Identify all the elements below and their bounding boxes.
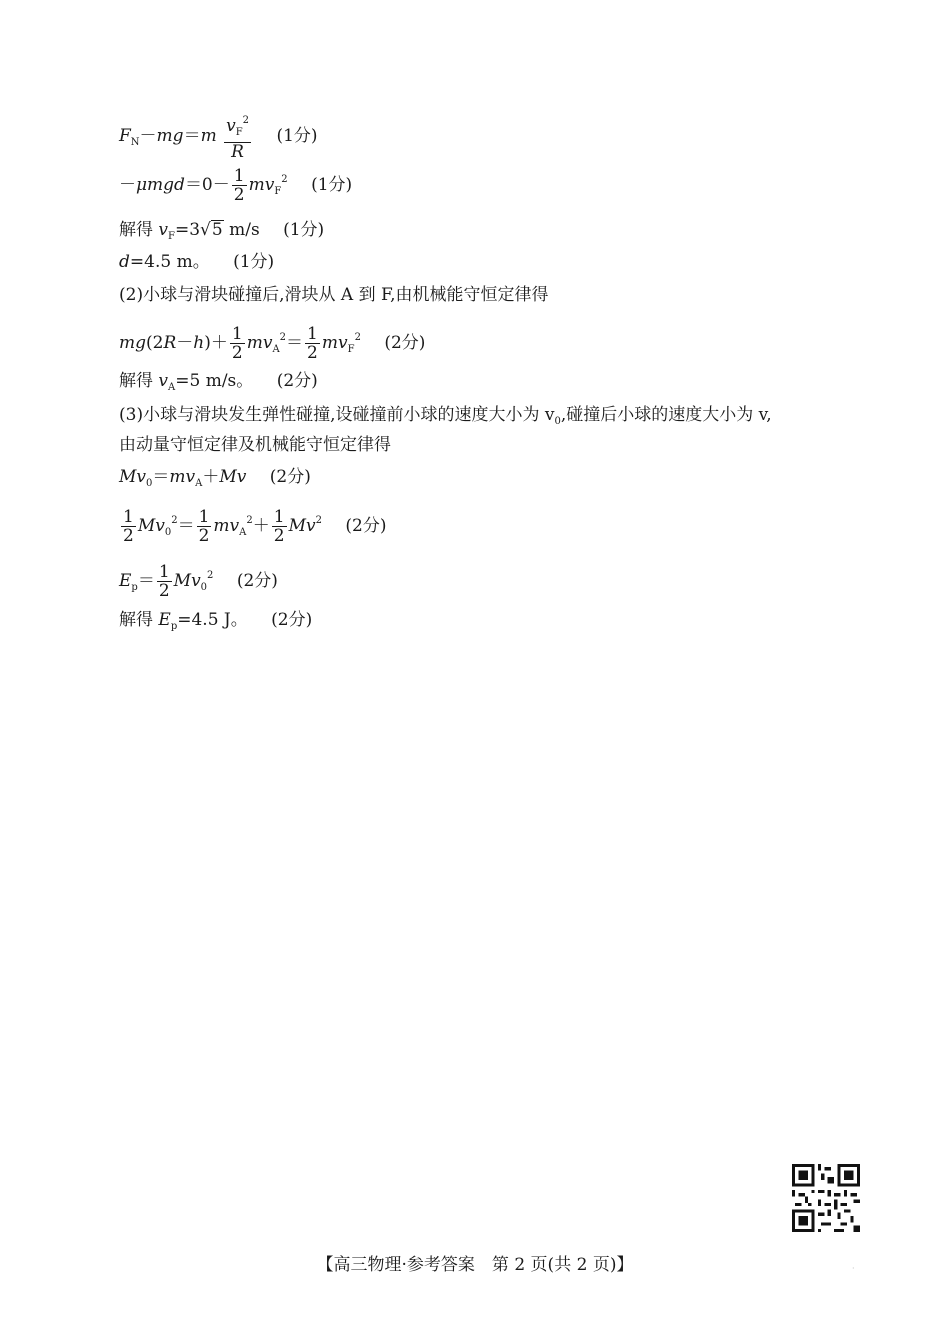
part3-heading: (3)小球与滑块发生弹性碰撞,设碰撞前小球的速度大小为 $v_0$,碰撞后小球的速度大小为 v, <box>119 405 772 427</box>
page-mark: · <box>852 1264 855 1273</box>
score-label: (1分) <box>283 220 325 240</box>
result-d: d=4.5 m。 (1分) <box>119 252 275 272</box>
score-label: (1分) <box>233 252 275 272</box>
equation-momentum: $Mv_0=mv_A+Mv$ (2分) <box>119 467 311 489</box>
score-label: (1分) <box>276 126 318 146</box>
score-label: (2分) <box>271 610 313 630</box>
score-label: (1分) <box>311 175 353 195</box>
score-label: (2分) <box>269 467 311 487</box>
result-vA: 解得 $v_A=5$ m/s。 (2分) <box>119 371 318 393</box>
equation-elastic-energy: $E_p=$ $\frac{1}{2}$ $Mv_0^2$ (2分) <box>119 562 278 601</box>
score-label: (2分) <box>276 371 318 391</box>
result-vF: 解得 $v_F=3√5$ m/s (1分) <box>119 220 325 242</box>
result-Ep: 解得 $E_p=4.5$ J。 (2分) <box>119 610 313 632</box>
equation-friction-work: －μmgd＝0－ $\frac{1}{2}$ $mv_F^2$ (1分) <box>119 166 353 205</box>
part2-heading: (2)小球与滑块碰撞后,滑块从 A 到 F,由机械能守恒定律得 <box>119 285 549 305</box>
equation-kinetic-energy: $\frac{1}{2}$ $Mv_0^2=$ $\frac{1}{2}$ $mv_A^2+$ $\frac{1}{2}$ Mv$^2$ (2分) <box>123 507 387 546</box>
score-label: (2分) <box>384 333 426 353</box>
page-footer: 【高三物理·参考答案 第 2 页(共 2 页)】 <box>316 1255 634 1275</box>
qr-code-icon <box>792 1164 860 1232</box>
part3-subheading: 由动量守恒定律及机械能守恒定律得 <box>119 435 391 455</box>
score-label: (2分) <box>236 571 278 591</box>
equation-energy-conservation: mg(2R－h)＋ $\frac{1}{2}$ $mv_A^2=$ $\frac{1}{2}$ $mv_F^2$ (2分) <box>119 324 426 363</box>
equation-normal-force: $F_N-mg=m$ $\frac{v_F^2}{R}$ (1分) <box>119 112 318 161</box>
score-label: (2分) <box>345 516 387 536</box>
